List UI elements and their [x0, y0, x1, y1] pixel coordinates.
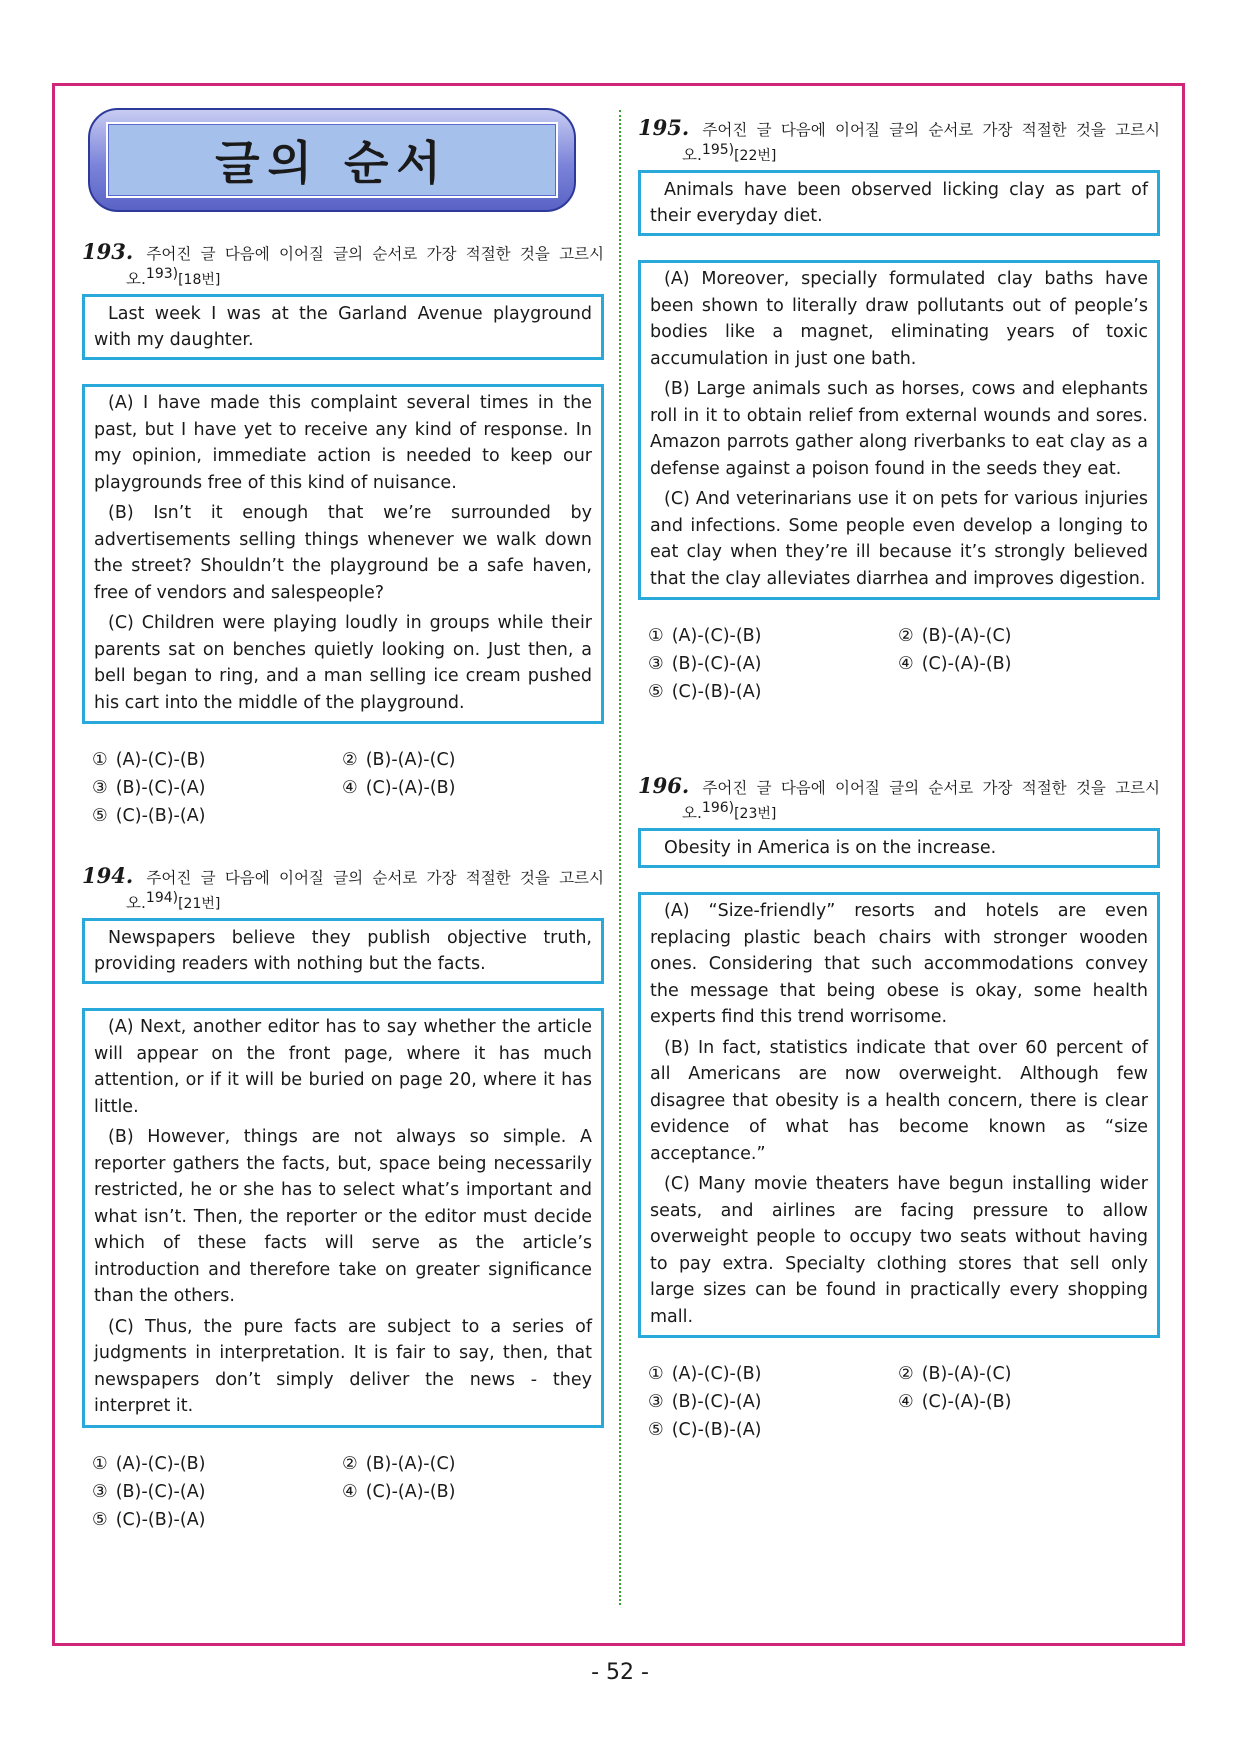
option-3[interactable] [648, 1388, 898, 1416]
option-text: (C)-(A)-(B) [365, 1481, 456, 1502]
passages-box [638, 260, 1160, 600]
option-mark: ④ [898, 654, 914, 675]
option-mark: ⑤ [648, 682, 664, 703]
option-mark: ④ [898, 1392, 914, 1413]
option-text: (B)-(A)-(C) [921, 1364, 1012, 1385]
option-text: (C)-(A)-(B) [365, 778, 456, 799]
question-header [82, 239, 605, 290]
answer-options [638, 622, 1160, 706]
option-mark: ② [342, 750, 358, 771]
question-header [638, 773, 1161, 824]
footnote-ref: 195) [701, 142, 735, 158]
exam-ref: [23번] [734, 806, 777, 823]
option-mark: ① [92, 1453, 108, 1474]
option-text: (C)-(B)-(A) [115, 1509, 206, 1530]
question-instruction: 주어진 글 다음에 이어질 글의 순서로 가장 적절한 것을 고르시오. [126, 869, 605, 913]
option-4[interactable] [898, 1388, 1148, 1416]
question-instruction: 주어진 글 다음에 이어질 글의 순서로 가장 적절한 것을 고르시오. [682, 779, 1161, 823]
option-mark: ④ [342, 1481, 358, 1502]
option-text: (C)-(A)-(B) [921, 654, 1012, 675]
option-mark: ③ [648, 1392, 664, 1413]
option-2[interactable] [342, 746, 592, 774]
passages-box [82, 384, 604, 724]
passage-b: (B) In fact, statistics indicate that over 60 percent of all Americans are now overweight. Although few disagree that obesity is a health concern, there is clear evidence of what has become known as “size acceptance.” [650, 1037, 1148, 1164]
option-mark: ⑤ [92, 1509, 108, 1530]
left-column [82, 108, 604, 1534]
option-5[interactable] [92, 802, 342, 830]
option-4[interactable] [342, 1478, 592, 1506]
passage-a: (A) Next, another editor has to say whether the article will appear on the front page, where it has much attention, or if it will be buried on page 20, where it has little. [94, 1017, 592, 1117]
column-divider [619, 110, 621, 1605]
option-text: (B)-(A)-(C) [365, 1453, 456, 1474]
option-5[interactable] [648, 678, 898, 706]
question-number: 193. [82, 239, 134, 264]
option-4[interactable] [898, 650, 1148, 678]
exam-ref: [22번] [734, 148, 777, 165]
right-column [638, 115, 1161, 1444]
question-194 [82, 863, 605, 1534]
option-text: (B)-(C)-(A) [671, 1392, 762, 1413]
given-sentence: Last week I was at the Garland Avenue playground with my daughter. [94, 304, 592, 351]
option-text: (B)-(C)-(A) [115, 1481, 206, 1502]
footnote-ref: 196) [701, 800, 735, 817]
option-2[interactable] [898, 1360, 1148, 1388]
passage-a: (A) I have made this complaint several times in the past, but I have yet to receive any kind of response. In my opinion, immediate action is needed to keep our playgrounds free of this kind of nuisance. [94, 393, 592, 493]
footnote-ref: 193) [145, 266, 179, 282]
question-195 [638, 115, 1161, 706]
option-mark: ⑤ [92, 806, 108, 827]
page-number: - 52 - [591, 1660, 649, 1685]
question-196 [638, 773, 1161, 1444]
option-3[interactable] [92, 774, 342, 802]
passages-box [638, 892, 1160, 1338]
footnote-ref: 194) [145, 890, 179, 907]
option-text: (A)-(C)-(B) [115, 750, 206, 771]
question-header [82, 863, 605, 914]
passage-c: (C) Many movie theaters have begun installing wider seats, and airlines are facing pressure to allow overweight people to occupy two seats without having to pay extra. Specialty clothing stores that sell only large sizes can be found in practically every shopping mall. [650, 1174, 1148, 1327]
passage-c: (C) Thus, the pure facts are subject to a series of judgments in interpretation. It is fair to say, then, that newspapers don’t simply deliver the news - they interpret it. [94, 1316, 592, 1417]
section-title-badge [88, 108, 576, 212]
option-mark: ④ [342, 778, 358, 799]
option-mark: ⑤ [648, 1420, 664, 1441]
option-3[interactable] [92, 1478, 342, 1506]
passage-c: (C) And veterinarians use it on pets for various injuries and infections. Some people even develop a longing to eat clay when they’re ill because it’s strongly believed that the clay alleviates diarrhea and improves digestion. [650, 489, 1148, 589]
passage-a: (A) Moreover, specially formulated clay baths have been shown to literally draw pollutants out of people’s bodies like a magnet, eliminating years of toxic accumulation in just one bath. [650, 269, 1148, 369]
option-5[interactable] [648, 1416, 898, 1444]
option-1[interactable] [92, 746, 342, 774]
option-text: (B)-(C)-(A) [115, 778, 206, 799]
option-text: (C)-(B)-(A) [115, 806, 206, 827]
section-title-inner [106, 122, 558, 198]
question-number: 195. [638, 115, 690, 140]
option-text: (C)-(A)-(B) [921, 1392, 1012, 1413]
question-instruction: 주어진 글 다음에 이어질 글의 순서로 가장 적절한 것을 고르시오. [682, 121, 1161, 165]
given-sentence: Obesity in America is on the increase. [664, 838, 997, 859]
option-mark: ① [648, 1364, 664, 1385]
option-mark: ② [898, 626, 914, 647]
passage-c: (C) Children were playing loudly in groups while their parents sat on benches quietly looking on. Just then, a bell began to ring, and a man selling ice cream pushed his cart into the middle of the playground. [94, 613, 592, 713]
option-text: (B)-(A)-(C) [921, 626, 1012, 647]
given-sentence: Newspapers believe they publish objective truth, providing readers with nothing but the facts. [94, 928, 592, 975]
passage-a: (A) “Size-friendly” resorts and hotels are even replacing plastic beach chairs with stronger wooden ones. Considering that such accommodations convey the message that being obese is okay, some health experts find this trend worrisome. [650, 901, 1148, 1028]
given-sentence-box [82, 918, 604, 984]
option-1[interactable] [92, 1450, 342, 1478]
option-text: (A)-(C)-(B) [115, 1453, 206, 1474]
option-text: (A)-(C)-(B) [671, 1364, 762, 1385]
option-2[interactable] [898, 622, 1148, 650]
given-sentence: Animals have been observed licking clay as part of their everyday diet. [650, 180, 1148, 227]
question-number: 196. [638, 773, 690, 799]
option-text: (A)-(C)-(B) [671, 626, 762, 647]
answer-options [82, 1450, 604, 1534]
option-mark: ③ [648, 654, 664, 675]
page-title: 글의 순서 [215, 136, 449, 190]
option-mark: ① [92, 750, 108, 771]
answer-options [82, 746, 604, 830]
question-instruction: 주어진 글 다음에 이어질 글의 순서로 가장 적절한 것을 고르시오. [126, 245, 605, 289]
option-text: (C)-(B)-(A) [671, 1420, 762, 1441]
given-sentence-box [638, 170, 1160, 236]
passage-b: (B) However, things are not always so simple. A reporter gathers the facts, but, space being necessarily restricted, he or she has to select what’s important and what isn’t. Then, the reporter or the editor must decide which of these facts will serve as the article’s introduction and therefore take on greater significance than the others. [94, 1127, 592, 1307]
question-193 [82, 239, 605, 830]
option-mark: ③ [92, 1481, 108, 1502]
option-1[interactable] [648, 622, 898, 650]
option-2[interactable] [342, 1450, 592, 1478]
option-mark: ② [898, 1364, 914, 1385]
question-number: 194. [82, 863, 134, 889]
passage-b: (B) Isn’t it enough that we’re surrounded by advertisements selling things whenever we walk down the street? Shouldn’t the playground be a safe haven, free of vendors and salespeople? [94, 503, 592, 603]
option-mark: ③ [92, 778, 108, 799]
question-header [638, 115, 1161, 166]
option-text: (C)-(B)-(A) [671, 682, 762, 703]
exam-ref: [21번] [178, 896, 221, 913]
option-1[interactable] [648, 1360, 898, 1388]
option-text: (B)-(A)-(C) [365, 750, 456, 771]
given-sentence-box [638, 828, 1160, 868]
given-sentence-box [82, 294, 604, 360]
option-mark: ① [648, 626, 664, 647]
option-3[interactable] [648, 650, 898, 678]
answer-options [638, 1360, 1160, 1444]
option-mark: ② [342, 1453, 358, 1474]
exam-ref: [18번] [178, 272, 221, 289]
option-text: (B)-(C)-(A) [671, 654, 762, 675]
option-5[interactable] [92, 1506, 342, 1534]
option-4[interactable] [342, 774, 592, 802]
passages-box [82, 1008, 604, 1428]
passage-b: (B) Large animals such as horses, cows and elephants roll in it to obtain relief from external wounds and sores. Amazon parrots gather along riverbanks to eat clay as a defense against a poison found in the seeds they eat. [650, 379, 1148, 479]
